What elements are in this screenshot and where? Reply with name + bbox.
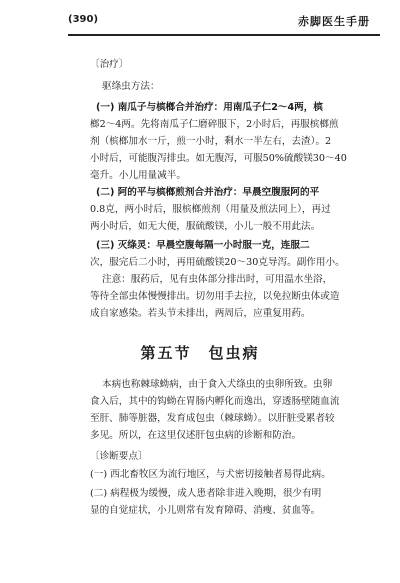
body-line: 多见。所以，在这里仅述肝包虫病的诊断和防治。 xyxy=(90,430,302,441)
treatment-heading: 〔治疗〕 xyxy=(90,59,129,70)
page-header xyxy=(68,10,380,34)
paragraph-line: 毫升。小儿用量减半。 xyxy=(90,170,186,181)
paragraph-line: 小时后，可能腹泻排虫。如无腹泻，可服50%硫酸镁30～40 xyxy=(90,153,347,164)
body-line: 食入后，其中的钩蚴在胃肠内孵化而逸出，穿透肠壁随血流 xyxy=(90,396,340,407)
paragraph-line: 0.8克，两小时后，服槟榔煎剂（用量及煎法同上），再过 xyxy=(90,204,331,215)
diagnosis-heading: 〔诊断要点〕 xyxy=(90,451,148,462)
paragraph-line: (二) 阿的平与槟榔煎剂合并治疗：早晨空腹服阿的平 xyxy=(96,187,320,198)
method-heading: 驱绦虫方法： xyxy=(102,81,160,92)
note-line: 注意：服药后，见有虫体部分排出时，可用温水坐浴， xyxy=(102,274,333,285)
note-line: 成自家感染。若头节未排出，两周后，应重复用药。 xyxy=(90,308,311,319)
body-line: 本病也称棘球蚴病，由于食入犬绦虫的虫卵所致。虫卵 xyxy=(102,379,333,390)
paragraph-line: (一) 南瓜子与槟榔合并治疗：用南瓜子仁2～4两，槟 xyxy=(96,102,323,113)
paragraph-line: 剂（槟榔加水一斤，煎一小时，剩水一半左右，去渣）。2 xyxy=(90,136,332,147)
paragraph-line: 次，服完后二小时，再用硫酸镁20～30克导泻。副作用小。 xyxy=(90,257,345,268)
note-line: 等待全部虫体慢慢排出。切勿用手去拉，以免拉断虫体或造 xyxy=(90,291,340,302)
diagnosis-line: (二) 病程极为缓慢，成人患者除非进入晚期，很少有明 xyxy=(90,488,322,499)
page-number: (390) xyxy=(68,14,99,25)
paragraph-line: 两小时后，如无大便，服硫酸镁，小儿一般不用此法。 xyxy=(90,221,321,232)
diagnosis-line: (一) 西北畜牧区为流行地区，与犬密切接触者易得此病。 xyxy=(90,469,331,480)
section-title: 第五节 包虫病 xyxy=(140,344,260,362)
body-line: 至肝、肺等脏器，发育成包虫（棘球蚴）。以肝脏受累者较 xyxy=(90,413,335,424)
diagnosis-line: 显的自觉症状，小儿则常有发育障碍、消瘦、贫血等。 xyxy=(90,505,321,516)
paragraph-line: 榔2～4两。先将南瓜子仁磨碎服下，2小时后，再服槟榔煎 xyxy=(90,119,339,130)
paragraph-line: (三) 灭绦灵：早晨空腹每隔一小时服一克，连服二 xyxy=(96,240,310,251)
header-rule xyxy=(68,34,380,36)
book-title: 赤脚医生手册 xyxy=(298,15,370,28)
